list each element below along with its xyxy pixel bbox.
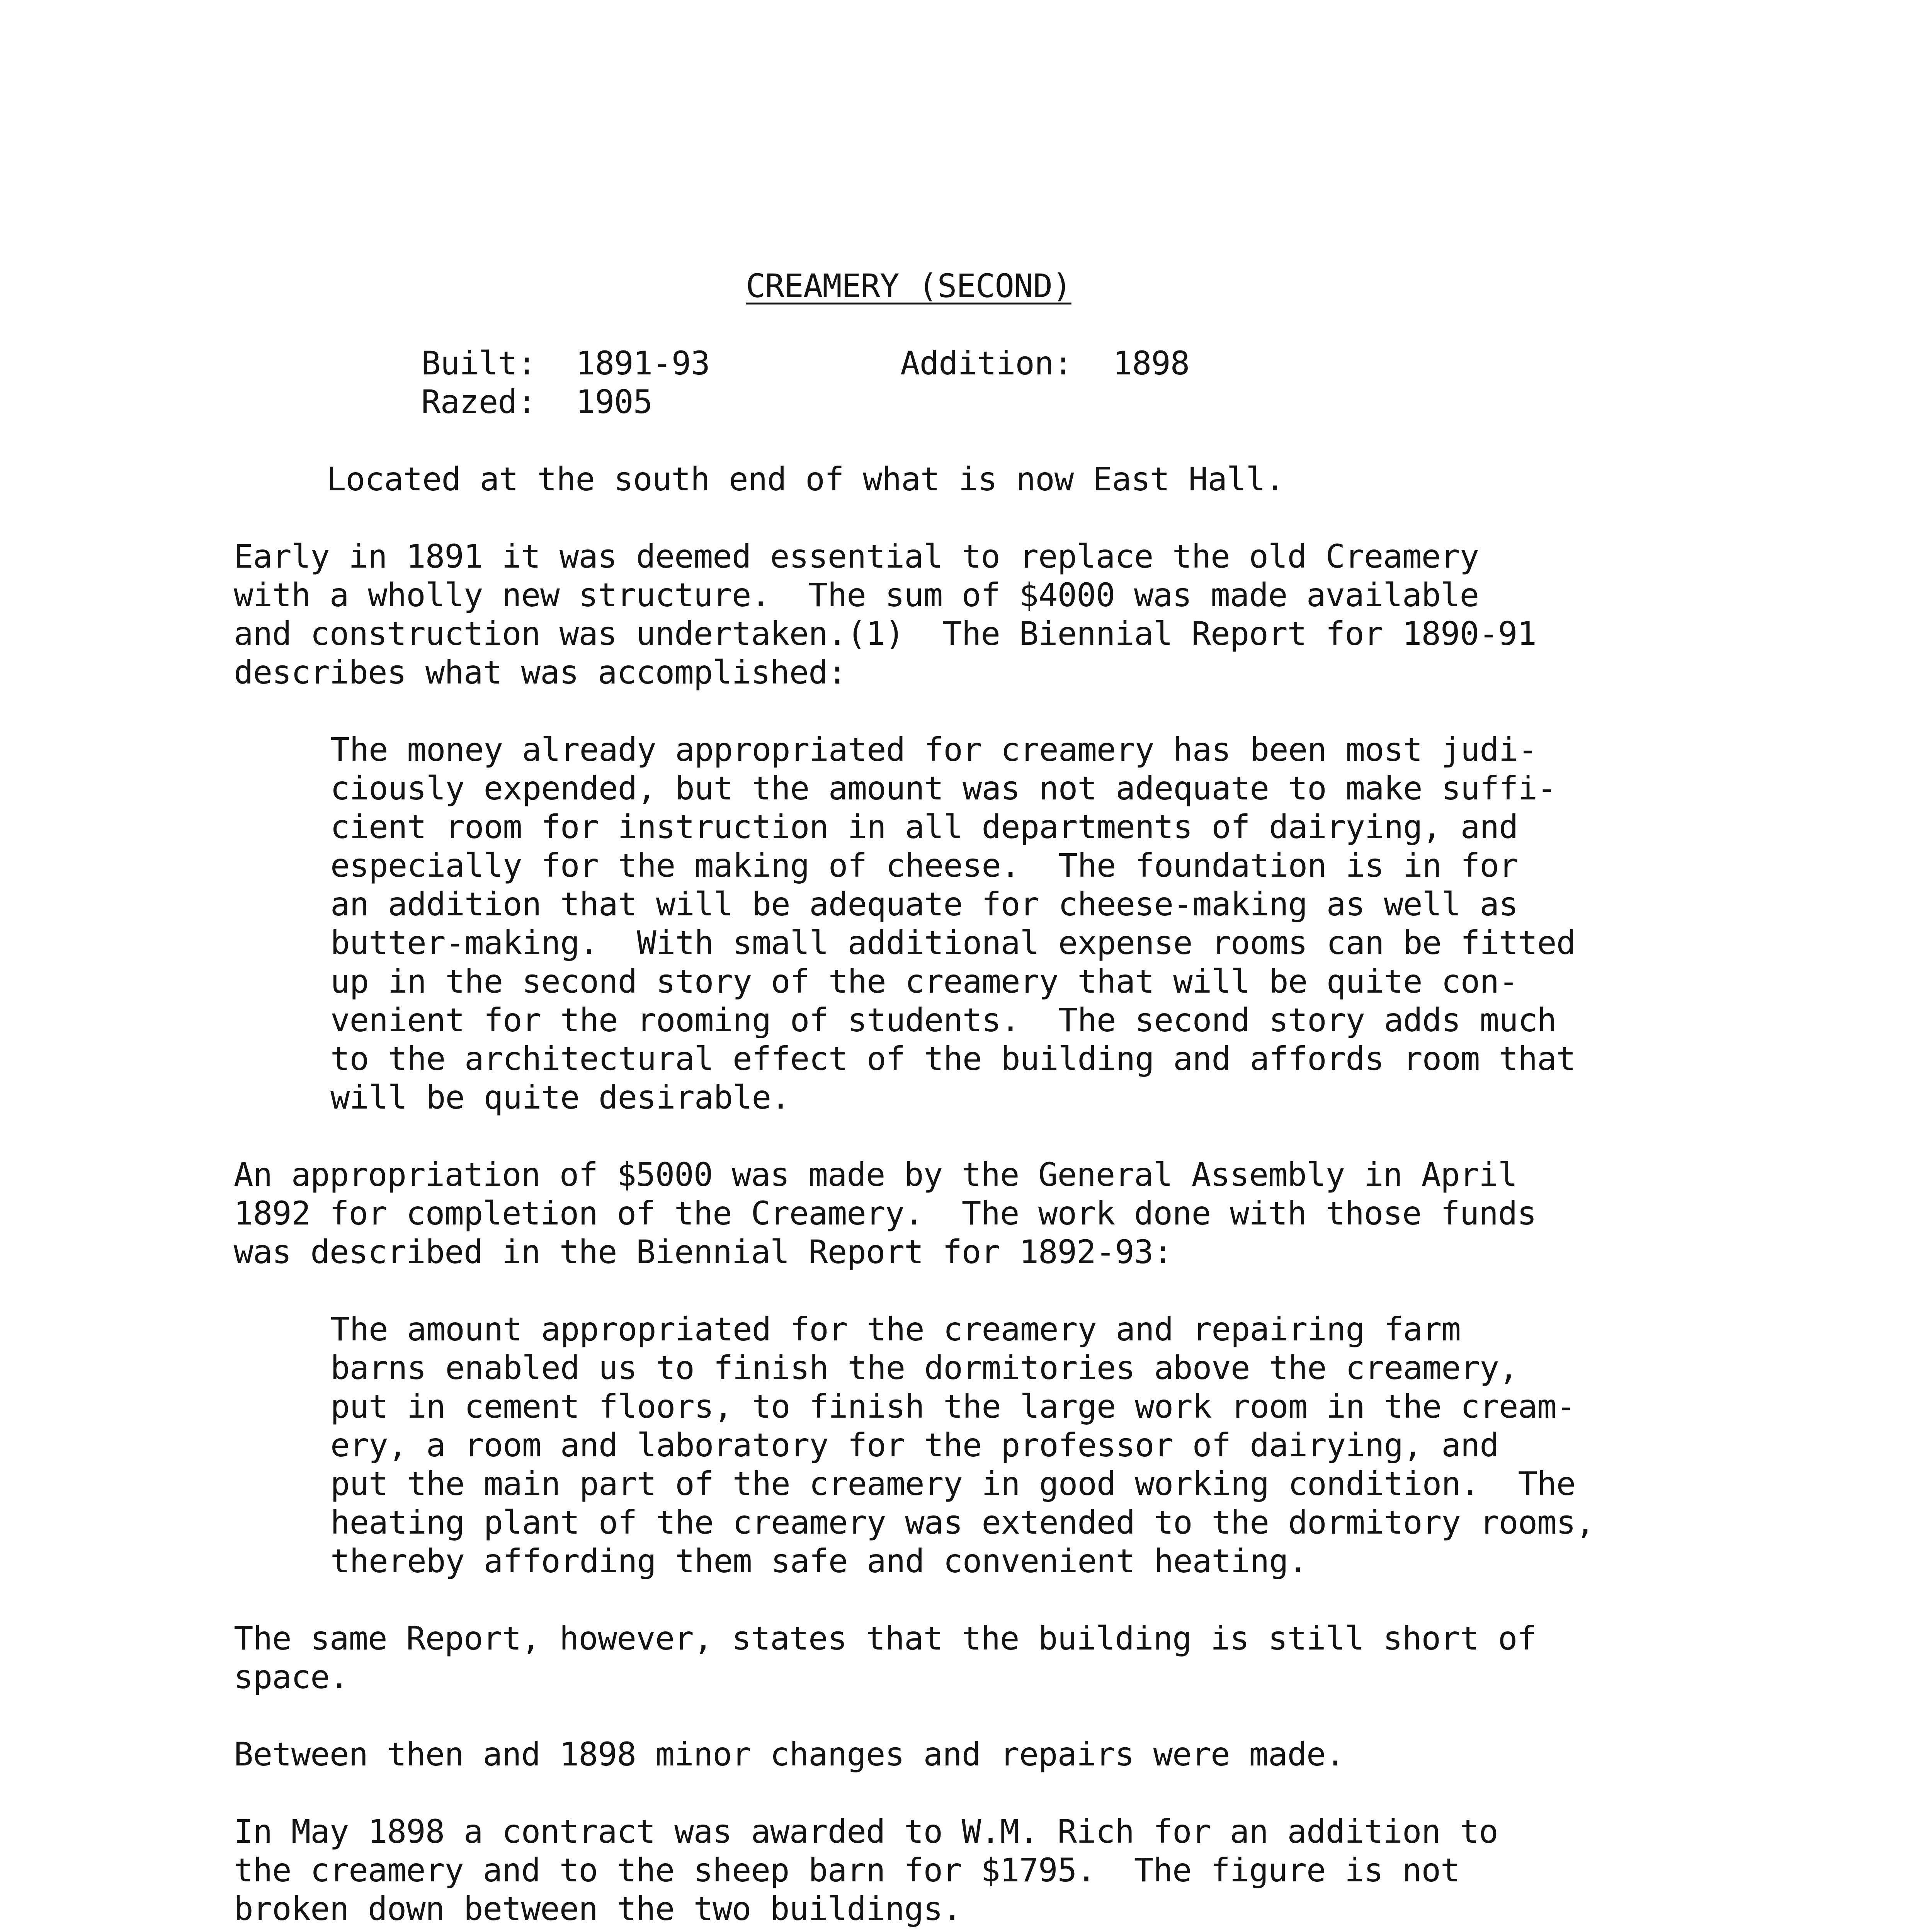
quote2-line: put in cement floors, to finish the large work room in the cream-: [330, 1388, 1576, 1425]
para1-line: Early in 1891 it was deemed essential to replace the old Creamery: [234, 537, 1479, 575]
para3-line: The same Report, however, states that the building is still short of: [234, 1619, 1536, 1657]
para1-line: and construction was undertaken.(1) The Biennial Report for 1890-91: [234, 615, 1536, 653]
para2-line: 1892 for completion of the Creamery. The work done with those funds: [234, 1194, 1536, 1232]
quote1-line: up in the second story of the creamery that will be quite con-: [330, 963, 1518, 1000]
quote2-line: heating plant of the creamery was extended to the dormitory rooms,: [330, 1503, 1595, 1541]
addition-label: Addition:: [900, 344, 1073, 382]
para1-line: describes what was accomplished:: [234, 653, 847, 691]
built-label: Built:: [421, 344, 536, 382]
quote2-line: ery, a room and laboratory for the professor of dairying, and: [330, 1426, 1499, 1464]
quote2-line: thereby affording them safe and convenient heating.: [330, 1542, 1308, 1580]
quote2-line: put the main part of the creamery in good working condition. The: [330, 1465, 1576, 1503]
para1-line: with a wholly new structure. The sum of $4000 was made available: [234, 576, 1479, 614]
quote1-line: an addition that will be adequate for cheese-making as well as: [330, 885, 1518, 923]
quote2-line: barns enabled us to finish the dormitories above the creamery,: [330, 1349, 1518, 1387]
para2-line: An appropriation of $5000 was made by the General Assembly in April: [234, 1156, 1517, 1194]
quote1-line: The money already appropriated for creamery has been most judi-: [330, 731, 1537, 769]
quote1-line: cient room for instruction in all departments of dairying, and: [330, 808, 1518, 846]
quote1-line: will be quite desirable.: [330, 1078, 790, 1116]
para4-line: Between then and 1898 minor changes and repairs were made.: [234, 1735, 1345, 1773]
para5-line: broken down between the two buildings.: [234, 1890, 962, 1928]
quote1-line: especially for the making of cheese. The foundation is in for: [330, 847, 1518, 884]
quote1-line: to the architectural effect of the building and affords room that: [330, 1040, 1576, 1078]
para5-line: In May 1898 a contract was awarded to W.M. Rich for an addition to: [234, 1813, 1498, 1850]
para3-line: space.: [234, 1658, 349, 1696]
razed-value: 1905: [576, 383, 653, 421]
razed-label: Razed:: [421, 383, 536, 421]
para2-line: was described in the Biennial Report for 1892-93:: [234, 1233, 1173, 1271]
quote1-line: ciously expended, but the amount was not adequate to make suffi-: [330, 769, 1556, 807]
addition-value: 1898: [1113, 344, 1190, 382]
location-line: Located at the south end of what is now East Hall.: [327, 460, 1284, 498]
built-value: 1891-93: [576, 344, 710, 382]
para5-line: the creamery and to the sheep barn for $1795. The figure is not: [234, 1851, 1460, 1889]
quote2-line: The amount appropriated for the creamery and repairing farm: [330, 1310, 1461, 1348]
page-title: CREAMERY (SECOND): [746, 267, 1071, 305]
quote1-line: butter-making. With small additional expense rooms can be fitted: [330, 924, 1576, 962]
quote1-line: venient for the rooming of students. The second story adds much: [330, 1001, 1556, 1039]
